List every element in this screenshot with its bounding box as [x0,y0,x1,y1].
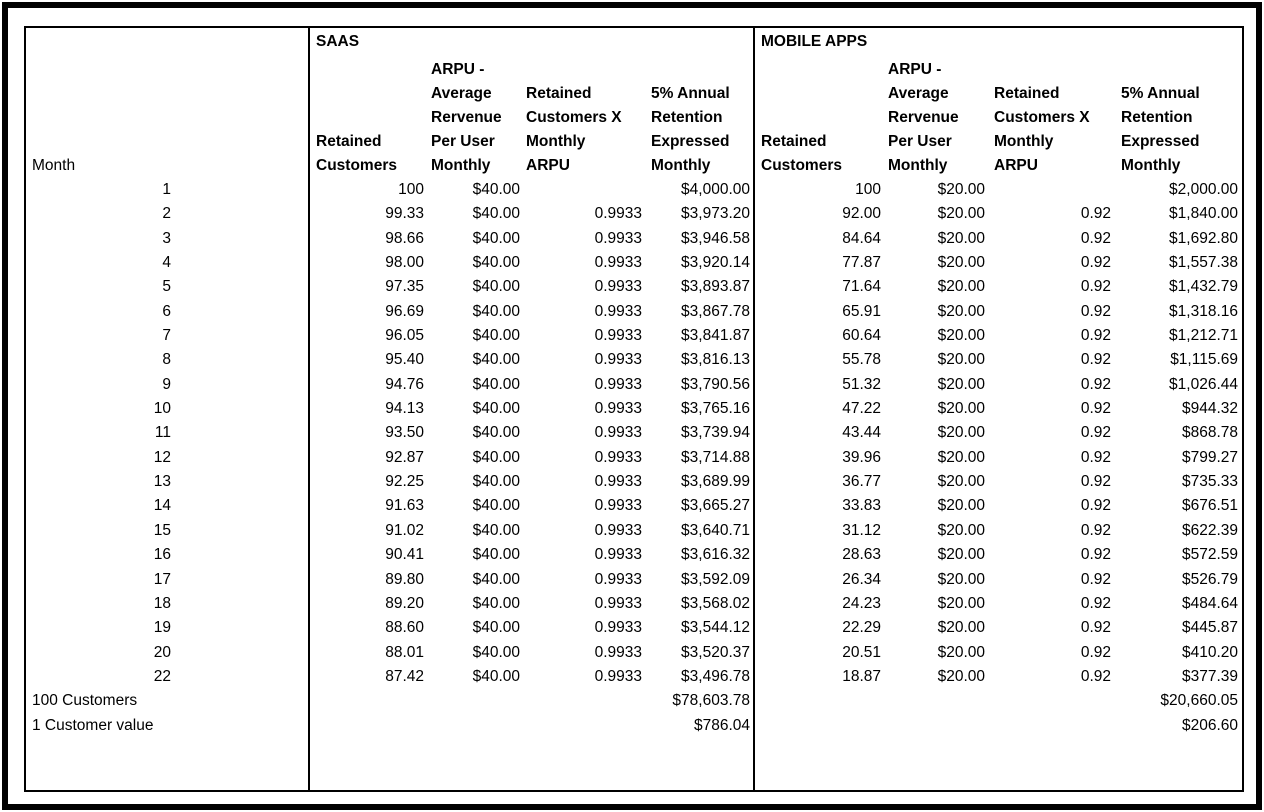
cell-mobile-retained: 84.64 [842,229,881,247]
cell-saas-annual: $3,640.71 [681,521,750,539]
cell-saas-arpu: $40.00 [472,594,520,612]
cell-mobile-arpu: $20.00 [937,497,985,515]
cell-month: 17 [153,570,171,588]
cell-saas-annual: $3,973.20 [681,205,750,223]
cell-saas-annual: $4,000.00 [681,181,750,198]
cell-mobile-arpu: $20.00 [937,424,985,442]
cell-saas-retained-x: 0.9933 [594,546,642,564]
cell-mobile-retained-x: 0.92 [1080,667,1111,685]
cell-mobile-retained: 55.78 [842,351,881,369]
cell-month: 4 [162,254,171,272]
cell-mobile-arpu: $20.00 [937,570,985,588]
header-mobile-retained-x: Retained Customers X Monthly ARPU [994,85,1090,174]
cell-mobile-retained-x: 0.92 [1080,424,1111,442]
cell-saas-annual: $3,714.88 [681,448,750,466]
cell-mobile-arpu: $20.00 [937,254,985,272]
cell-saas-annual: $3,689.99 [681,473,750,491]
table-row [26,178,1242,202]
cell-saas-retained: 89.20 [385,594,424,612]
cell-mobile-retained-x: 0.92 [1080,327,1111,345]
summary-row-single [26,714,1242,738]
cell-saas-annual: $3,592.09 [681,570,750,588]
cell-mobile-annual: $676.51 [1181,497,1238,515]
cell-saas-retained: 98.66 [385,229,424,247]
cell-saas-retained-x: 0.9933 [594,619,642,637]
header-mobile-arpu: ARPU - Average Rervenue Per User Monthly [888,61,959,174]
cell-mobile-arpu: $20.00 [937,400,985,418]
cell-saas-arpu: $40.00 [472,473,520,491]
cell-mobile-retained: 36.77 [842,473,881,491]
cell-mobile-retained-x: 0.92 [1080,448,1111,466]
cell-mobile-annual: $445.87 [1181,619,1238,637]
cell-mobile-arpu: $20.00 [937,448,985,466]
cell-mobile-annual: $799.27 [1181,448,1238,466]
cell-saas-retained-x: 0.9933 [594,351,642,369]
summary-mobile-value: $20,660.05 [1160,692,1238,710]
cell-month: 10 [153,400,171,418]
cell-mobile-retained: 22.29 [842,619,881,637]
cell-saas-annual: $3,816.13 [681,351,750,369]
cell-saas-retained-x: 0.9933 [594,302,642,320]
cell-mobile-retained: 77.87 [842,254,881,272]
cell-month: 8 [162,351,171,369]
table-body [26,178,1242,738]
cell-saas-retained: 92.87 [385,448,424,466]
cell-saas-retained: 100 [398,181,424,198]
cell-mobile-retained: 47.22 [842,400,881,418]
cell-saas-retained: 98.00 [385,254,424,272]
cell-saas-annual: $3,520.37 [681,643,750,661]
cell-mobile-retained-x: 0.92 [1080,521,1111,539]
cell-mobile-retained-x: 0.92 [1080,643,1111,661]
cell-saas-annual: $3,765.16 [681,400,750,418]
cell-saas-arpu: $40.00 [472,351,520,369]
table-row [26,275,1242,299]
table-row [26,397,1242,421]
cell-saas-retained: 88.60 [385,619,424,637]
cell-mobile-arpu: $20.00 [937,473,985,491]
header-saas-arpu: ARPU - Average Rervenue Per User Monthly [431,61,502,174]
cell-mobile-annual: $1,692.80 [1169,229,1238,247]
cell-mobile-annual: $1,212.71 [1169,327,1238,345]
cell-mobile-retained: 33.83 [842,497,881,515]
cell-saas-arpu: $40.00 [472,302,520,320]
cell-saas-retained-x: 0.9933 [594,473,642,491]
cell-saas-retained: 95.40 [385,351,424,369]
cell-month: 16 [153,546,171,564]
cell-mobile-arpu: $20.00 [937,302,985,320]
cell-saas-retained-x: 0.9933 [594,521,642,539]
cell-saas-annual: $3,841.87 [681,327,750,345]
cell-saas-retained: 91.63 [385,497,424,515]
cell-mobile-retained-x: 0.92 [1080,546,1111,564]
table-row [26,519,1242,543]
cell-mobile-arpu: $20.00 [937,327,985,345]
cell-saas-retained-x: 0.9933 [594,375,642,393]
cell-saas-arpu: $40.00 [472,619,520,637]
cell-mobile-annual: $735.33 [1181,473,1238,491]
cell-mobile-retained: 31.12 [842,521,881,539]
table-row [26,568,1242,592]
header-saas-retained-x: Retained Customers X Monthly ARPU [526,85,622,174]
cell-saas-arpu: $40.00 [472,521,520,539]
cell-mobile-arpu: $20.00 [937,667,985,685]
cell-saas-retained-x: 0.9933 [594,205,642,223]
cell-saas-retained-x: 0.9933 [594,327,642,345]
cell-month: 9 [162,375,171,393]
cell-saas-arpu: $40.00 [472,448,520,466]
header-saas-annual: 5% Annual Retention Expressed Monthly [651,85,730,174]
cell-month: 11 [154,424,171,442]
cell-saas-retained-x: 0.9933 [594,424,642,442]
cell-saas-arpu: $40.00 [472,278,520,296]
cell-month: 14 [153,497,171,515]
cell-saas-retained: 88.01 [385,643,424,661]
cell-saas-retained: 96.05 [385,327,424,345]
table-row [26,470,1242,494]
cell-mobile-annual: $1,432.79 [1169,278,1238,296]
cell-mobile-retained: 20.51 [842,643,881,661]
cell-saas-arpu: $40.00 [472,546,520,564]
cell-saas-annual: $3,790.56 [681,375,750,393]
cell-saas-retained-x: 0.9933 [594,667,642,685]
cell-saas-retained-x: 0.9933 [594,497,642,515]
cell-mobile-retained: 92.00 [842,205,881,223]
table-row [26,616,1242,640]
cell-mobile-arpu: $20.00 [937,594,985,612]
cell-mobile-retained: 65.91 [842,302,881,320]
cell-saas-retained-x: 0.9933 [594,570,642,588]
cell-saas-arpu: $40.00 [472,205,520,223]
cell-saas-annual: $3,665.27 [681,497,750,515]
table-row [26,227,1242,251]
cell-month: 6 [162,302,171,320]
cell-saas-arpu: $40.00 [472,375,520,393]
cell-saas-retained: 87.42 [385,667,424,685]
cell-mobile-retained: 51.32 [842,375,881,393]
table-row [26,421,1242,445]
cell-mobile-retained-x: 0.92 [1080,375,1111,393]
cell-month: 12 [153,448,171,466]
cell-saas-retained-x: 0.9933 [594,229,642,247]
cell-saas-annual: $3,867.78 [681,302,750,320]
cell-mobile-retained-x: 0.92 [1080,278,1111,296]
summary-label: 100 Customers [32,692,138,710]
group-mobile: MOBILE APPS [761,33,868,50]
cell-saas-retained: 93.50 [385,424,424,442]
cell-saas-arpu: $40.00 [472,424,520,442]
cell-saas-retained-x: 0.9933 [594,594,642,612]
header-saas-retained: Retained Customers [316,133,397,174]
header-mobile-retained: Retained Customers [761,133,842,174]
cell-mobile-arpu: $20.00 [937,375,985,393]
cell-mobile-arpu: $20.00 [937,546,985,564]
cell-saas-annual: $3,946.58 [681,229,750,247]
summary-saas-value: $786.04 [693,716,750,734]
cell-month: 7 [162,327,171,345]
cell-mobile-retained: 39.96 [842,448,881,466]
cell-saas-retained-x: 0.9933 [594,400,642,418]
summary-label: 1 Customer value [32,716,154,734]
cell-mobile-arpu: $20.00 [937,643,985,661]
cell-mobile-retained: 100 [855,181,881,198]
cell-saas-arpu: $40.00 [472,643,520,661]
header-month: Month [32,157,76,174]
cell-month: 13 [153,473,171,491]
table-row [26,641,1242,665]
cell-saas-arpu: $40.00 [472,229,520,247]
summary-row-total [26,689,1242,713]
cell-month: 22 [153,667,171,685]
table-row [26,202,1242,226]
cell-saas-retained-x: 0.9933 [594,448,642,466]
cell-mobile-retained: 24.23 [842,594,881,612]
table-row [26,348,1242,372]
cell-mobile-retained-x: 0.92 [1080,205,1111,223]
cell-mobile-arpu: $20.00 [937,205,985,223]
cell-saas-arpu: $40.00 [472,327,520,345]
cell-month: 18 [153,594,171,612]
cell-saas-retained: 96.69 [385,302,424,320]
table-header [26,28,1242,178]
cell-mobile-retained: 28.63 [842,546,881,564]
cell-saas-annual: $3,568.02 [681,594,750,612]
cell-mobile-retained: 43.44 [842,424,881,442]
cell-mobile-retained-x: 0.92 [1080,302,1111,320]
cell-saas-annual: $3,616.32 [681,546,750,564]
cell-mobile-retained-x: 0.92 [1080,229,1111,247]
cell-month: 19 [153,619,171,637]
cell-saas-annual: $3,739.94 [681,424,750,442]
cell-mobile-arpu: $20.00 [937,278,985,296]
cell-mobile-annual: $868.78 [1181,424,1238,442]
cell-saas-arpu: $40.00 [472,181,520,198]
cell-mobile-retained-x: 0.92 [1080,594,1111,612]
table-row [26,494,1242,518]
group-saas: SAAS [316,33,360,50]
cell-mobile-retained-x: 0.92 [1080,254,1111,272]
cell-saas-retained-x: 0.9933 [594,278,642,296]
cell-saas-annual: $3,920.14 [681,254,750,272]
cell-saas-retained: 92.25 [385,473,424,491]
cell-mobile-retained-x: 0.92 [1080,351,1111,369]
cell-saas-arpu: $40.00 [472,667,520,685]
spreadsheet-table [24,26,1244,792]
cell-month: 1 [162,181,171,198]
cell-mobile-retained-x: 0.92 [1080,619,1111,637]
outer-frame [2,2,1262,810]
cell-saas-arpu: $40.00 [472,254,520,272]
cell-saas-retained: 99.33 [385,205,424,223]
cell-mobile-annual: $410.20 [1181,643,1238,661]
cell-mobile-arpu: $20.00 [937,521,985,539]
cell-saas-annual: $3,544.12 [681,619,750,637]
cell-saas-arpu: $40.00 [472,570,520,588]
cell-mobile-annual: $526.79 [1181,570,1238,588]
cell-saas-retained: 91.02 [385,521,424,539]
cell-saas-retained: 94.76 [385,375,424,393]
cell-mobile-arpu: $20.00 [937,229,985,247]
cell-saas-arpu: $40.00 [472,400,520,418]
summary-saas-value: $78,603.78 [672,692,750,710]
cell-mobile-retained: 71.64 [842,278,881,296]
cell-mobile-annual: $1,115.69 [1170,351,1238,369]
cell-saas-retained: 89.80 [385,570,424,588]
cell-mobile-retained: 60.64 [842,327,881,345]
cell-month: 5 [162,278,171,296]
cell-mobile-annual: $1,026.44 [1169,375,1238,393]
cell-mobile-retained-x: 0.92 [1080,473,1111,491]
table-row [26,324,1242,348]
summary-mobile-value: $206.60 [1181,716,1238,734]
cell-month: 2 [162,205,171,223]
table-row [26,543,1242,567]
table-row [26,373,1242,397]
cell-mobile-arpu: $20.00 [937,619,985,637]
cell-mobile-retained-x: 0.92 [1080,497,1111,515]
cell-mobile-annual: $622.39 [1181,521,1238,539]
cell-mobile-annual: $1,318.16 [1169,302,1238,320]
table-row [26,251,1242,275]
cell-mobile-annual: $484.64 [1181,594,1238,612]
table-row [26,665,1242,689]
cell-mobile-annual: $2,000.00 [1169,181,1238,198]
cell-mobile-arpu: $20.00 [937,181,985,198]
cell-mobile-retained: 18.87 [842,667,881,685]
cell-saas-annual: $3,496.78 [681,667,750,685]
table-row [26,300,1242,324]
cell-saas-retained: 94.13 [385,400,424,418]
table-row [26,446,1242,470]
cell-mobile-annual: $944.32 [1181,400,1238,418]
cell-saas-annual: $3,893.87 [681,278,750,296]
cell-saas-retained-x: 0.9933 [594,254,642,272]
cell-mobile-retained: 26.34 [842,570,881,588]
cell-mobile-arpu: $20.00 [937,351,985,369]
cell-saas-retained: 97.35 [385,278,424,296]
header-mobile-annual: 5% Annual Retention Expressed Monthly [1121,85,1200,174]
table-row [26,592,1242,616]
cell-mobile-retained-x: 0.92 [1080,400,1111,418]
cell-saas-retained-x: 0.9933 [594,643,642,661]
cell-mobile-annual: $1,840.00 [1169,205,1238,223]
cell-month: 20 [153,643,171,661]
cell-mobile-retained-x: 0.92 [1080,570,1111,588]
cell-month: 3 [162,229,171,247]
cell-month: 15 [153,521,171,539]
cell-mobile-annual: $1,557.38 [1169,254,1238,272]
cell-mobile-annual: $572.59 [1181,546,1238,564]
cell-mobile-annual: $377.39 [1181,667,1238,685]
cell-saas-arpu: $40.00 [472,497,520,515]
cell-saas-retained: 90.41 [385,546,424,564]
